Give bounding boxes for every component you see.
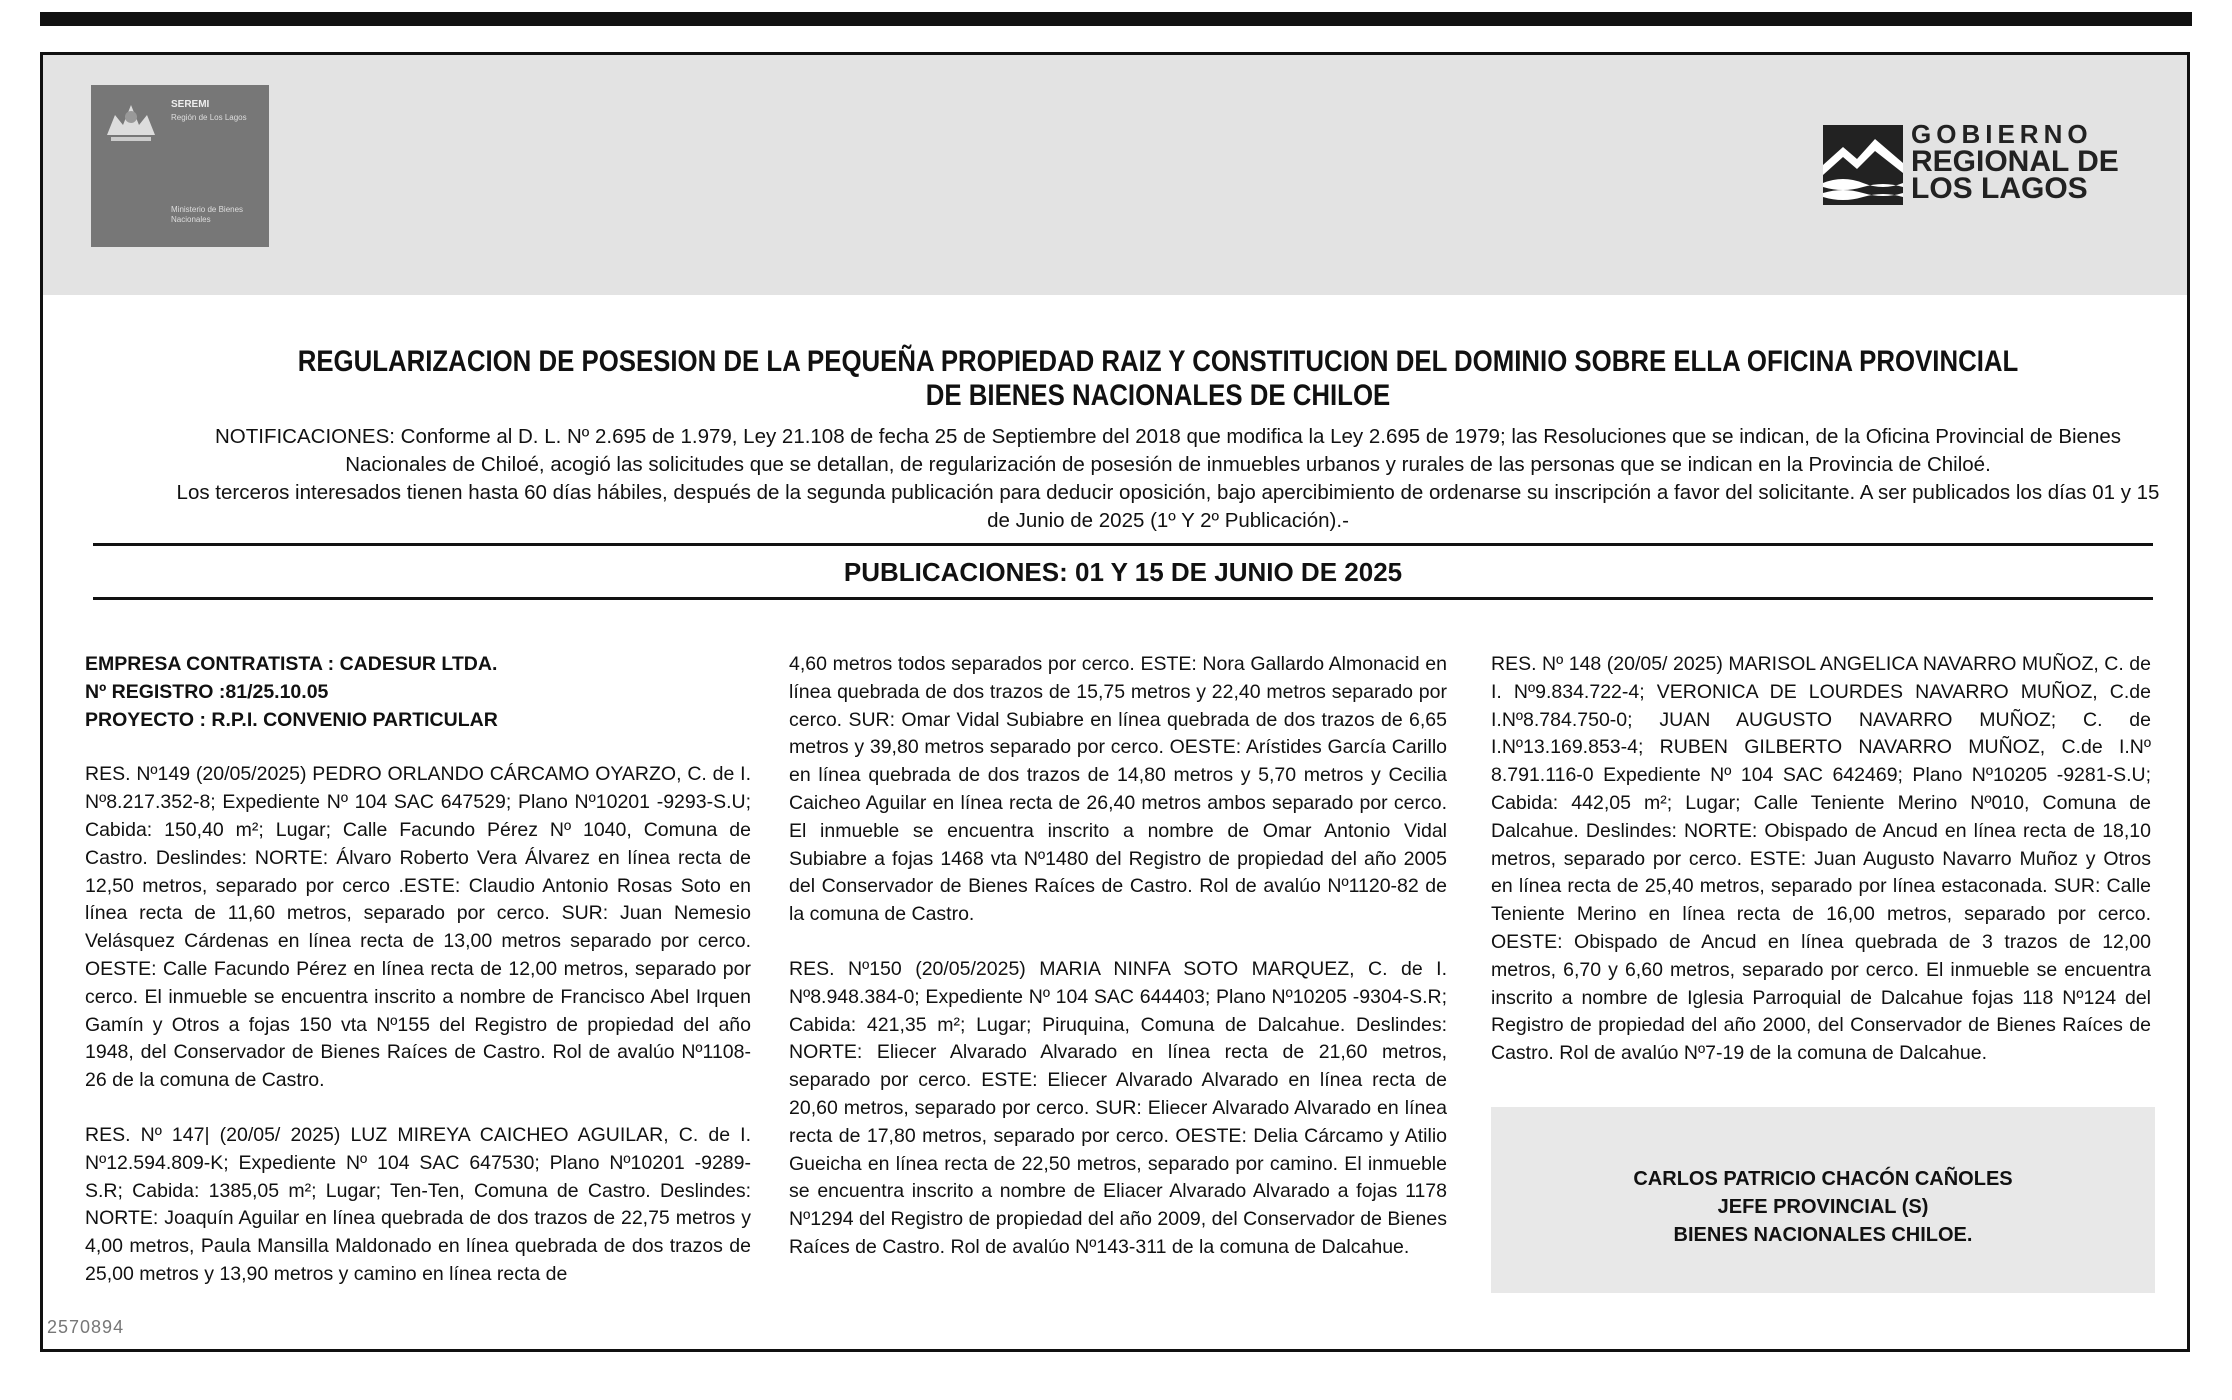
notificaciones-text: NOTIFICACIONES: Conforme al D. L. Nº 2.695 de 1.979, Ley 21.108 de fecha 25 de Septiembre del 2018 que modifica la Ley 2.695 de 1979; las Resoluciones que se indican, de la Oficina Provincial de Bienes Nacionales de Chiloé, acogió las solicitudes que se detallan, de regularización de posesión de inmuebles urbanos y rurales de las personas que se indican en la Provincia de Chiloé. [215,425,2121,476]
gob-line-2: REGIONAL DE [1911,145,2119,178]
notice-frame [40,52,2190,1352]
gobierno-regional-logo [1823,121,2143,209]
resolution-148: RES. Nº 148 (20/05/ 2025) MARISOL ANGELICA NAVARRO MUÑOZ, C. de I. Nº9.834.722-4; VERONICA DE LOURDES NAVARRO MUÑOZ, C.de I.Nº8.784.750-0; JUAN AUGUSTO NAVARRO MUÑOZ; C. de I.Nº13.169.853-4; RUBEN GILBERTO NAVARRO MUÑOZ, C.de I.Nº 8.791.116-0 Expediente Nº 104 SAC 642469; Plano Nº10205 -9281-S.U; Cabida: 442,05 m²; Lugar; Calle Teniente Merino Nº010, Comuna de Dalcahue. Deslindes: NORTE: Obispado de Ancud en línea recta de 18,10 metros, separado por cerco. ESTE: Juan Augusto Navarro Muñoz y Otros en línea recta de 25,40 metros, separado por línea estaconada. SUR: Calle Teniente Merino en línea recta de 16,00 metros, separado por cerco. OESTE: Obispado de Ancud en línea quebrada de 3 trazos de 12,00 metros, 6,70 y 6,60 metros, separado por cerco. El inmueble se encuentra inscrito a nombre de Iglesia Parroquial de Dalcahue fojas 118 Nº124 del Registro de propiedad del año 2000, del Conservador de Bienes Raíces de Castro. Rol de avalúo Nº7-19 de la comuna de Dalcahue. [1491,653,2151,1065]
title-line-1: REGULARIZACION DE POSESION DE LA PEQUEÑA PROPIEDAD RAIZ Y CONSTITUCION DEL DOMINIO SOBRE ELLA OFICINA PROVINCIAL [297,345,2019,378]
notice-header [43,55,2187,295]
column-3 [1491,651,2151,1095]
signature-box [1491,1107,2155,1293]
resolution-147: RES. Nº 147| (20/05/ 2025) LUZ MIREYA CAICHEO AGUILAR, C. de I. Nº12.594.809-K; Expediente Nº 104 SAC 647530; Plano Nº10201 -9289-S.R; Cabida: 1385,05 m²; Lugar; Ten-Ten, Comuna de Castro. Deslindes: NORTE: Joaquín Aguilar en línea quebrada de dos trazos de 22,75 metros y 4,00 metros, Paula Mansilla Maldonado en línea quebrada de dos trazos de 25,00 metros y 13,90 metros y camino en línea recta de [85,1123,751,1285]
notice-title [268,345,2048,413]
title-line-2: DE BIENES NACIONALES DE CHILOE [925,379,1391,412]
column-2 [789,651,1447,1289]
divider-top [93,543,2153,546]
seremi-region: Región de Los Lagos [171,113,247,122]
empresa-line: EMPRESA CONTRATISTA : CADESUR LTDA. [85,653,498,675]
seremi-title: SEREMI [171,99,210,110]
terceros-text: Los terceros interesados tienen hasta 60 días hábiles, después de la segunda publicación para deducir oposición, bajo apercibimiento de ordenarse su inscripción a favor del solicitante. A ser publicados los días 01 y 15 de Junio de 2025 (1º Y 2º Publicación).- [176,481,2160,532]
gob-line-3: LOS LAGOS [1911,172,2088,205]
signature-office: BIENES NACIONALES CHILOE. [1673,1224,1973,1246]
proyecto-line: PROYECTO : R.P.I. CONVENIO PARTICULAR [85,708,498,731]
registro-line: Nº REGISTRO :81/25.10.05 [85,680,329,703]
column-1 [85,651,751,1316]
signature-role: JEFE PROVINCIAL (S) [1717,1196,1929,1218]
resolution-149: RES. Nº149 (20/05/2025) PEDRO ORLANDO CÁRCAMO OYARZO, C. de I. Nº8.217.352-8; Expediente Nº 104 SAC 647529; Plano Nº10201 -9293-S.U; Cabida: 150,40 m²; Lugar; Calle Facundo Pérez Nº 1040, Comuna de Castro. Deslindes: NORTE: Álvaro Roberto Vera Álvarez en línea recta de 12,50 metros, separado por cerco .ESTE: Claudio Antonio Rosas Soto en línea recta de 11,60 metros, separado por cerco. SUR: Juan Nemesio Velásquez Cárdenas en línea recta de 13,00 metros separado por cerco. OESTE: Calle Facundo Pérez en línea recta de 12,00 metros, separado por cerco. El inmueble se encuentra inscrito a nombre de Francisco Abel Irquen Gamín y Otros a fojas 150 vta Nº155 del Registro de propiedad del año 1948, del Conservador de Bienes Raíces de Castro. Rol de avalúo Nº1108- 26 de la comuna de Castro. [85,763,751,1092]
signature-name: CARLOS PATRICIO CHACÓN CAÑOLES [1633,1168,2013,1190]
gob-line-1: GOBIERNO [1911,119,2093,149]
top-rule [40,12,2192,26]
seremi-logo [91,85,269,247]
notificaciones [173,423,2163,535]
seremi-ministry: Ministerio de Bienes Nacionales [171,205,244,224]
mountain-lake-icon [1823,125,1903,205]
chile-coat-of-arms-icon [101,95,161,145]
resolution-147-continued: 4,60 metros todos separados por cerco. ESTE: Nora Gallardo Almonacid en línea quebrada de dos trazos de 15,75 metros y 22,40 metros separado por cerco. SUR: Omar Vidal Subiabre en línea quebrada de dos trazos de 6,65 metros y 39,80 metros separado por cerco. OESTE: Arístides García Carillo en línea quebrada de dos trazos de 14,80 metros y 5,70 metros y Cecilia Caicheo Aguilar en línea recta de 26,40 metros ambos separado por cerco. El inmueble se encuentra inscrito a nombre de Omar Antonio Vidal Subiabre a fojas 1468 vta Nº1480 del Registro de propiedad del año 2005 del Conservador de Bienes Raíces de Castro. Rol de avalúo Nº1120-82 de la comuna de Castro. [789,653,1447,926]
resolution-150: RES. Nº150 (20/05/2025) MARIA NINFA SOTO MARQUEZ, C. de I. Nº8.948.384-0; Expediente Nº 104 SAC 644403; Plano Nº10205 -9304-S.R; Cabida: 421,35 m²; Lugar; Piruquina, Comuna de Dalcahue. Deslindes: NORTE: Eliecer Alvarado Alvarado en línea recta de 21,60 metros, separado por cerco. ESTE: Eliecer Alvarado Alvarado en línea recta de 20,60 metros, separado por cerco. SUR: Eliecer Alvarado Alvarado en línea recta de 17,80 metros, separado por cerco. OESTE: Delia Cárcamo y Atilio Gueicha en línea recta de 22,50 metros, separado por camino. El inmueble se encuentra inscrito a nombre de Eliacer Alvarado Alvarado a fojas 1178 Nº1294 del Registro de propiedad del año 2009, del Conservador de Bienes Raíces de Castro. Rol de avalúo Nº143-311 de la comuna de Dalcahue. [789,957,1447,1258]
ad-code: 2570894 [47,1317,125,1337]
publicaciones-heading: PUBLICACIONES: 01 Y 15 DE JUNIO DE 2025 [843,557,1403,587]
divider-bottom [93,597,2153,600]
